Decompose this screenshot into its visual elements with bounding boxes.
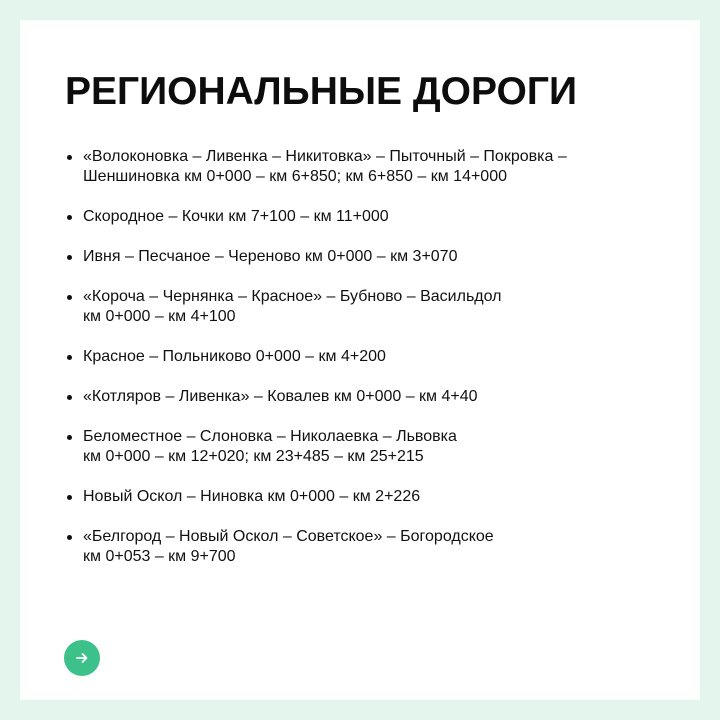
list-item-line: «Белгород – Новый Оскол – Советское» – Богородское — [83, 528, 494, 545]
bullet-icon — [67, 535, 72, 540]
list-item — [65, 427, 665, 467]
bullet-icon — [67, 215, 72, 220]
road-list — [65, 147, 665, 587]
bullet-icon — [67, 355, 72, 360]
list-item — [65, 247, 665, 267]
bullet-icon — [67, 435, 72, 440]
list-item — [65, 387, 665, 407]
bullet-icon — [67, 295, 72, 300]
list-item-line: км 0+000 – км 12+020; км 23+485 – км 25+215 — [83, 448, 424, 465]
list-item-line: Новый Оскол – Ниновка км 0+000 – км 2+226 — [83, 488, 421, 505]
bullet-icon — [67, 155, 72, 160]
bullet-icon — [67, 495, 72, 500]
list-item-line: Красное – Польниково 0+000 – км 4+200 — [83, 348, 386, 365]
bullet-icon — [67, 255, 72, 260]
next-button[interactable] — [64, 640, 100, 676]
list-item — [65, 287, 665, 327]
content-card — [20, 20, 700, 700]
list-item-line: «Котляров – Ливенка» – Ковалев км 0+000 – км 4+40 — [83, 388, 478, 405]
list-item-line: км 0+053 – км 9+700 — [83, 548, 236, 565]
arrow-right-icon — [75, 651, 89, 665]
list-item — [65, 487, 665, 507]
list-item-line: Ивня – Песчаное – Череново км 0+000 – км 3+070 — [83, 248, 458, 265]
list-item — [65, 147, 665, 187]
list-item-line: «Короча – Чернянка – Красное» – Бубново – Васильдол — [83, 288, 502, 305]
list-item — [65, 527, 665, 567]
list-item-line: Шеншиновка км 0+000 – км 6+850; км 6+850 – км 14+000 — [83, 168, 507, 185]
list-item — [65, 207, 665, 227]
list-item-line: «Волоконовка – Ливенка – Никитовка» – Пыточный – Покровка – — [83, 148, 567, 165]
list-item-line: Беломестное – Слоновка – Николаевка – Львовка — [83, 428, 457, 445]
page-title: РЕГИОНАЛЬНЫЕ ДОРОГИ — [65, 70, 577, 113]
list-item-line: Скородное – Кочки км 7+100 – км 11+000 — [83, 208, 389, 225]
list-item-line: км 0+000 – км 4+100 — [83, 308, 236, 325]
list-item — [65, 347, 665, 367]
bullet-icon — [67, 395, 72, 400]
